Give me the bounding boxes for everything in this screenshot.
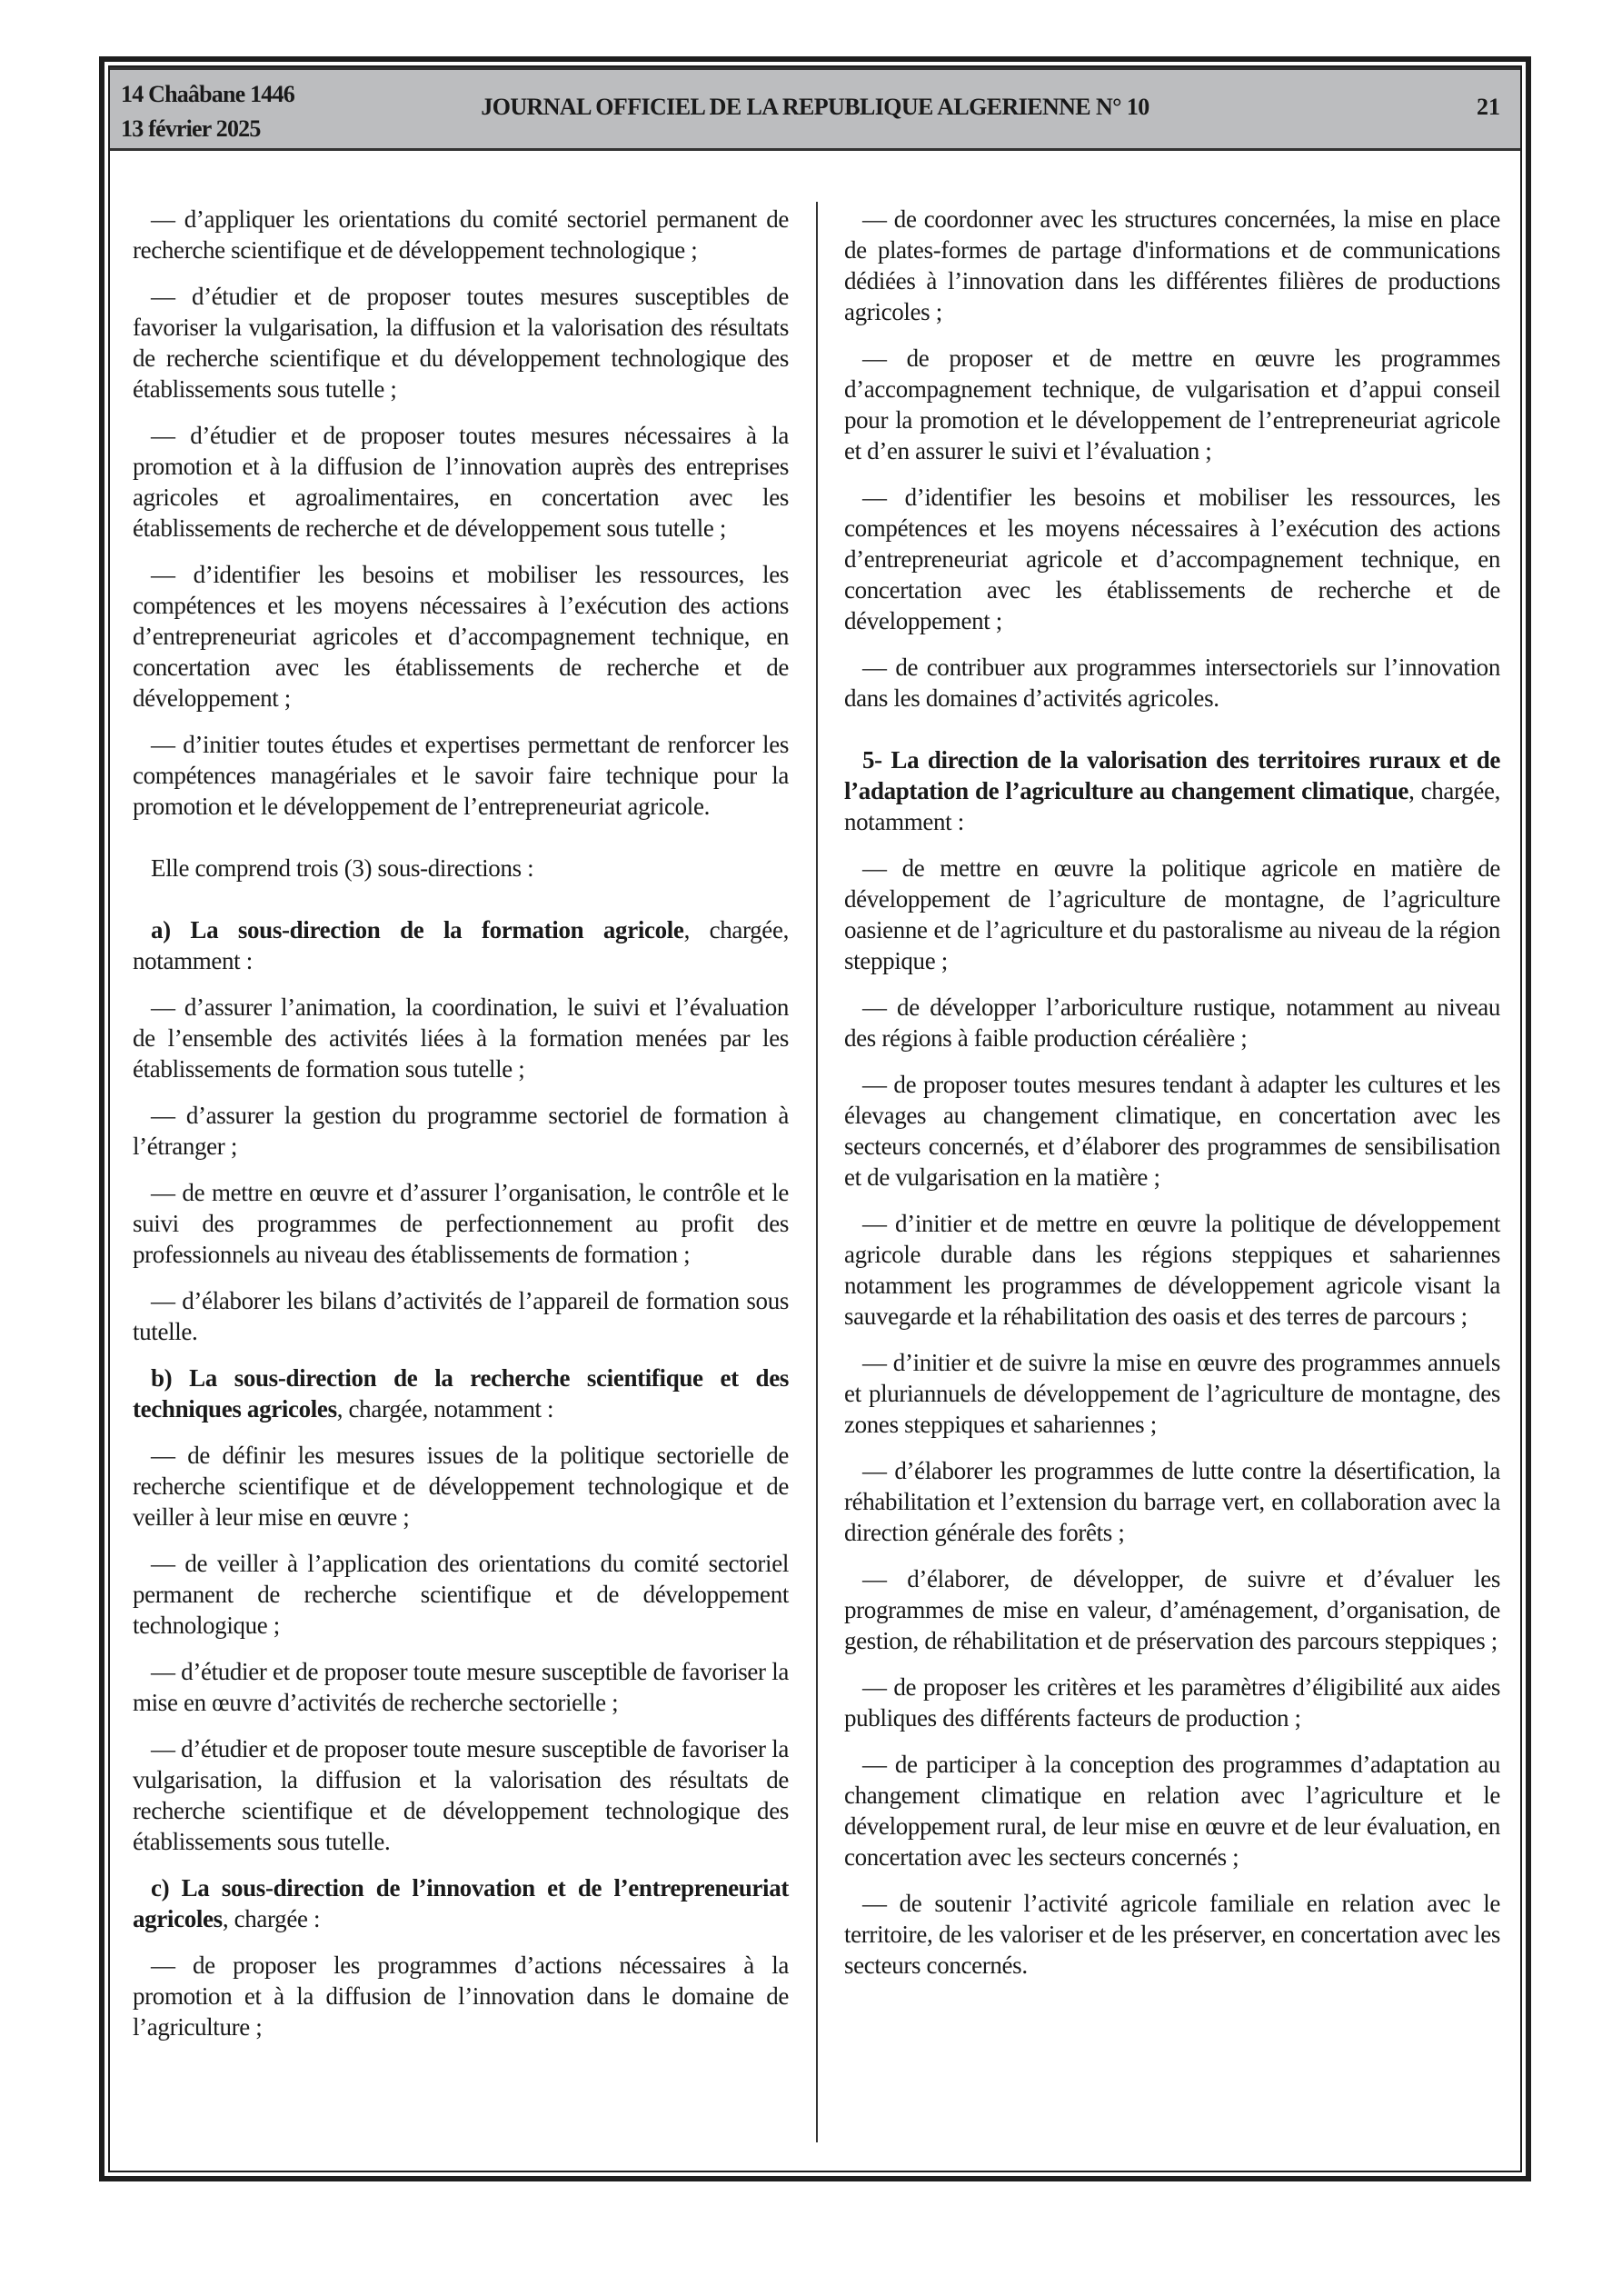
- paragraph-text: — de développer l’arboriculture rustique, notamment au niveau des régions à faible production céréalière ;: [844, 993, 1500, 1052]
- journal-header: [110, 67, 1520, 151]
- paragraph-text: — de proposer les programmes d’actions nécessaires à la promotion et à la diffusion de l’innovation dans le domaine de l’agriculture ;: [133, 1952, 789, 2041]
- date-gregorian: 13 février 2025: [121, 115, 261, 142]
- paragraph-text: — d’initier toutes études et expertises permettant de renforcer les compétences managériales et le savoir faire technique pour la promotion et le développement de l’entrepreneuriat agricole.: [133, 731, 789, 820]
- section-heading: 5- La direction de la valorisation des territoires ruraux et de l’adaptation de l’agriculture au changement climatique: [844, 746, 1500, 804]
- paragraph: [133, 1733, 789, 1857]
- paragraph-text: — de participer à la conception des programmes d’adaptation au changement climatique en relation avec l’agriculture et le développement rural, de leur mise en œuvre et de leur évaluation, en concertation avec les secteurs concernés ;: [844, 1751, 1500, 1871]
- paragraph: [133, 1548, 789, 1641]
- paragraph-text: , chargée, notamment :: [844, 777, 1500, 835]
- paragraph-text: — de coordonner avec les structures concernées, la mise en place de plates-formes de partage d'informations et de communications dédiées à l’innovation dans les différentes filières de productions agricoles ;: [844, 205, 1500, 325]
- paragraph-text: — d’initier et de suivre la mise en œuvre des programmes annuels et pluriannuels de développement de l’agriculture de montagne, des zones steppiques et sahariennes ;: [844, 1349, 1500, 1438]
- paragraph: [844, 1563, 1500, 1656]
- paragraph-text: — de proposer et de mettre en œuvre les programmes d’accompagnement technique, de vulgarisation et d’appui conseil pour la promotion et le développement de l’entrepreneuriat agricole et d’en assurer le suivi et l’évaluation ;: [844, 344, 1500, 464]
- paragraph-text: — de veiller à l’application des orientations du comité sectoriel permanent de recherche scientifique et de développement technologique ;: [133, 1550, 789, 1639]
- section-heading: c) La sous-direction de l’innovation et de l’entrepreneuriat agricoles: [133, 1874, 789, 1932]
- column-divider: [816, 202, 818, 2142]
- paragraph: [133, 1100, 789, 1162]
- paragraph: [844, 992, 1500, 1053]
- paragraph: [844, 1672, 1500, 1733]
- paragraph: [844, 853, 1500, 976]
- paragraph-text: — d’initier et de mettre en œuvre la politique de développement agricole durable dans les régions steppiques et sahariennes notamment les programmes de développement agricole visant la sauvegarde et la réhabilitation des oasis et des terres de parcours ;: [844, 1210, 1500, 1330]
- paragraph: [133, 204, 789, 265]
- left-column: [133, 204, 789, 2058]
- paragraph-text: , chargée, notamment :: [336, 1395, 554, 1423]
- paragraph: [133, 1177, 789, 1270]
- section-heading-paragraph: [844, 744, 1500, 837]
- journal-title: JOURNAL OFFICIEL DE LA REPUBLIQUE ALGERIENNE N° 10: [481, 94, 1149, 120]
- paragraph-text: — d’élaborer les bilans d’activités de l’appareil de formation sous tutelle.: [133, 1287, 789, 1345]
- paragraph-text: — d’identifier les besoins et mobiliser les ressources, les compétences et les moyens nécessaires à l’exécution des actions d’entrepreneuriat agricole et d’accompagnement technique, en concertation avec les établissements de recherche et de développement ;: [844, 484, 1500, 634]
- paragraph-text: — de définir les mesures issues de la politique sectorielle de recherche scientifique et de développement technologique et de veiller à leur mise en œuvre ;: [133, 1442, 789, 1531]
- paragraph-text: — d’étudier et de proposer toutes mesures susceptibles de favoriser la vulgarisation, la diffusion et la valorisation des résultats de recherche scientifique et du développement technologique des établissements sous tutelle ;: [133, 283, 789, 403]
- paragraph: [133, 729, 789, 822]
- paragraph-text: — d’appliquer les orientations du comité sectoriel permanent de recherche scientifique et de développement technologique ;: [133, 205, 789, 264]
- paragraph: [133, 1285, 789, 1347]
- paragraph-text: Elle comprend trois (3) sous-directions :: [151, 854, 534, 882]
- paragraph: [844, 1455, 1500, 1548]
- paragraph-text: — de proposer toutes mesures tendant à adapter les cultures et les élevages au changement climatique, en concertation avec les secteurs concernés, et d’élaborer des programmes de sensibilisation et de vulgarisation en la matière ;: [844, 1071, 1500, 1191]
- page-frame: [99, 56, 1531, 2181]
- paragraph-text: — d’étudier et de proposer toute mesure susceptible de favoriser la mise en œuvre d’activités de recherche sectorielle ;: [133, 1658, 789, 1716]
- paragraph-text: — d’élaborer, de développer, de suivre et d’évaluer les programmes de mise en valeur, d’aménagement, d’organisation, de gestion, de réhabilitation et de préservation des parcours steppiques ;: [844, 1565, 1500, 1654]
- paragraph: [133, 1950, 789, 2042]
- paragraph: [844, 652, 1500, 714]
- paragraph: [844, 343, 1500, 466]
- section-heading-paragraph: [133, 1363, 789, 1424]
- date-hijri: 14 Chaâbane 1446: [121, 81, 294, 107]
- paragraph: [133, 281, 789, 404]
- paragraph-text: — d’identifier les besoins et mobiliser les ressources, les compétences et les moyens nécessaires à l’exécution des actions d’entrepreneuriat agricoles et d’accompagnement technique, en concertation avec les établissements de recherche et de développement ;: [133, 561, 789, 712]
- paragraph: [844, 1069, 1500, 1193]
- paragraph-text: — d’élaborer les programmes de lutte contre la désertification, la réhabilitation et l’extension du barrage vert, en collaboration avec la direction générale des forêts ;: [844, 1457, 1500, 1546]
- paragraph: [844, 204, 1500, 327]
- paragraph: [133, 1656, 789, 1718]
- paragraph-text: — d’assurer l’animation, la coordination, le suivi et l’évaluation de l’ensemble des activités liées à la formation menées par les établissements de formation sous tutelle ;: [133, 993, 789, 1083]
- page-inner-border: [108, 65, 1522, 2172]
- paragraph-text: — d’étudier et de proposer toute mesure susceptible de favoriser la vulgarisation, la diffusion et la valorisation des résultats de recherche scientifique et de développement technologique des établissements sous tutelle.: [133, 1735, 789, 1855]
- paragraph-text: , chargée :: [222, 1905, 321, 1932]
- paragraph: [133, 853, 789, 883]
- paragraph-text: — d’assurer la gestion du programme sectoriel de formation à l’étranger ;: [133, 1102, 789, 1160]
- paragraph-text: , chargée, notamment :: [133, 916, 789, 974]
- paragraph: [133, 992, 789, 1084]
- paragraph: [844, 1888, 1500, 1981]
- page-number: 21: [1477, 94, 1500, 120]
- paragraph-text: — de mettre en œuvre la politique agricole en matière de développement de l’agriculture de montagne, de l’agriculture oasienne et de l’agriculture et du pastoralisme au niveau de la région steppique ;: [844, 854, 1500, 974]
- paragraph: [133, 420, 789, 544]
- section-heading: a) La sous-direction de la formation agricole: [151, 916, 684, 943]
- paragraph: [844, 1749, 1500, 1872]
- right-column: [844, 204, 1500, 1996]
- paragraph: [844, 482, 1500, 636]
- paragraph-text: — de soutenir l’activité agricole familiale en relation avec le territoire, de les valoriser et de les préserver, en concertation avec les secteurs concernés.: [844, 1890, 1500, 1979]
- section-heading-paragraph: [133, 1872, 789, 1934]
- paragraph: [133, 1440, 789, 1532]
- paragraph-text: — de proposer les critères et les paramètres d’éligibilité aux aides publiques des différents facteurs de production ;: [844, 1673, 1500, 1732]
- paragraph-text: — de contribuer aux programmes intersectoriels sur l’innovation dans les domaines d’activités agricoles.: [844, 654, 1500, 712]
- paragraph: [133, 559, 789, 714]
- paragraph: [844, 1208, 1500, 1332]
- paragraph: [844, 1347, 1500, 1440]
- paragraph-text: — de mettre en œuvre et d’assurer l’organisation, le contrôle et le suivi des programmes de perfectionnement au profit des professionnels au niveau des établissements de formation ;: [133, 1179, 789, 1268]
- paragraph-text: — d’étudier et de proposer toutes mesures nécessaires à la promotion et à la diffusion de l’innovation auprès des entreprises agricoles et agroalimentaires, en concertation avec les établissements de recherche et de développement sous tutelle ;: [133, 422, 789, 542]
- section-heading: b) La sous-direction de la recherche scientifique et des techniques agricoles: [133, 1364, 789, 1423]
- section-heading-paragraph: [133, 914, 789, 976]
